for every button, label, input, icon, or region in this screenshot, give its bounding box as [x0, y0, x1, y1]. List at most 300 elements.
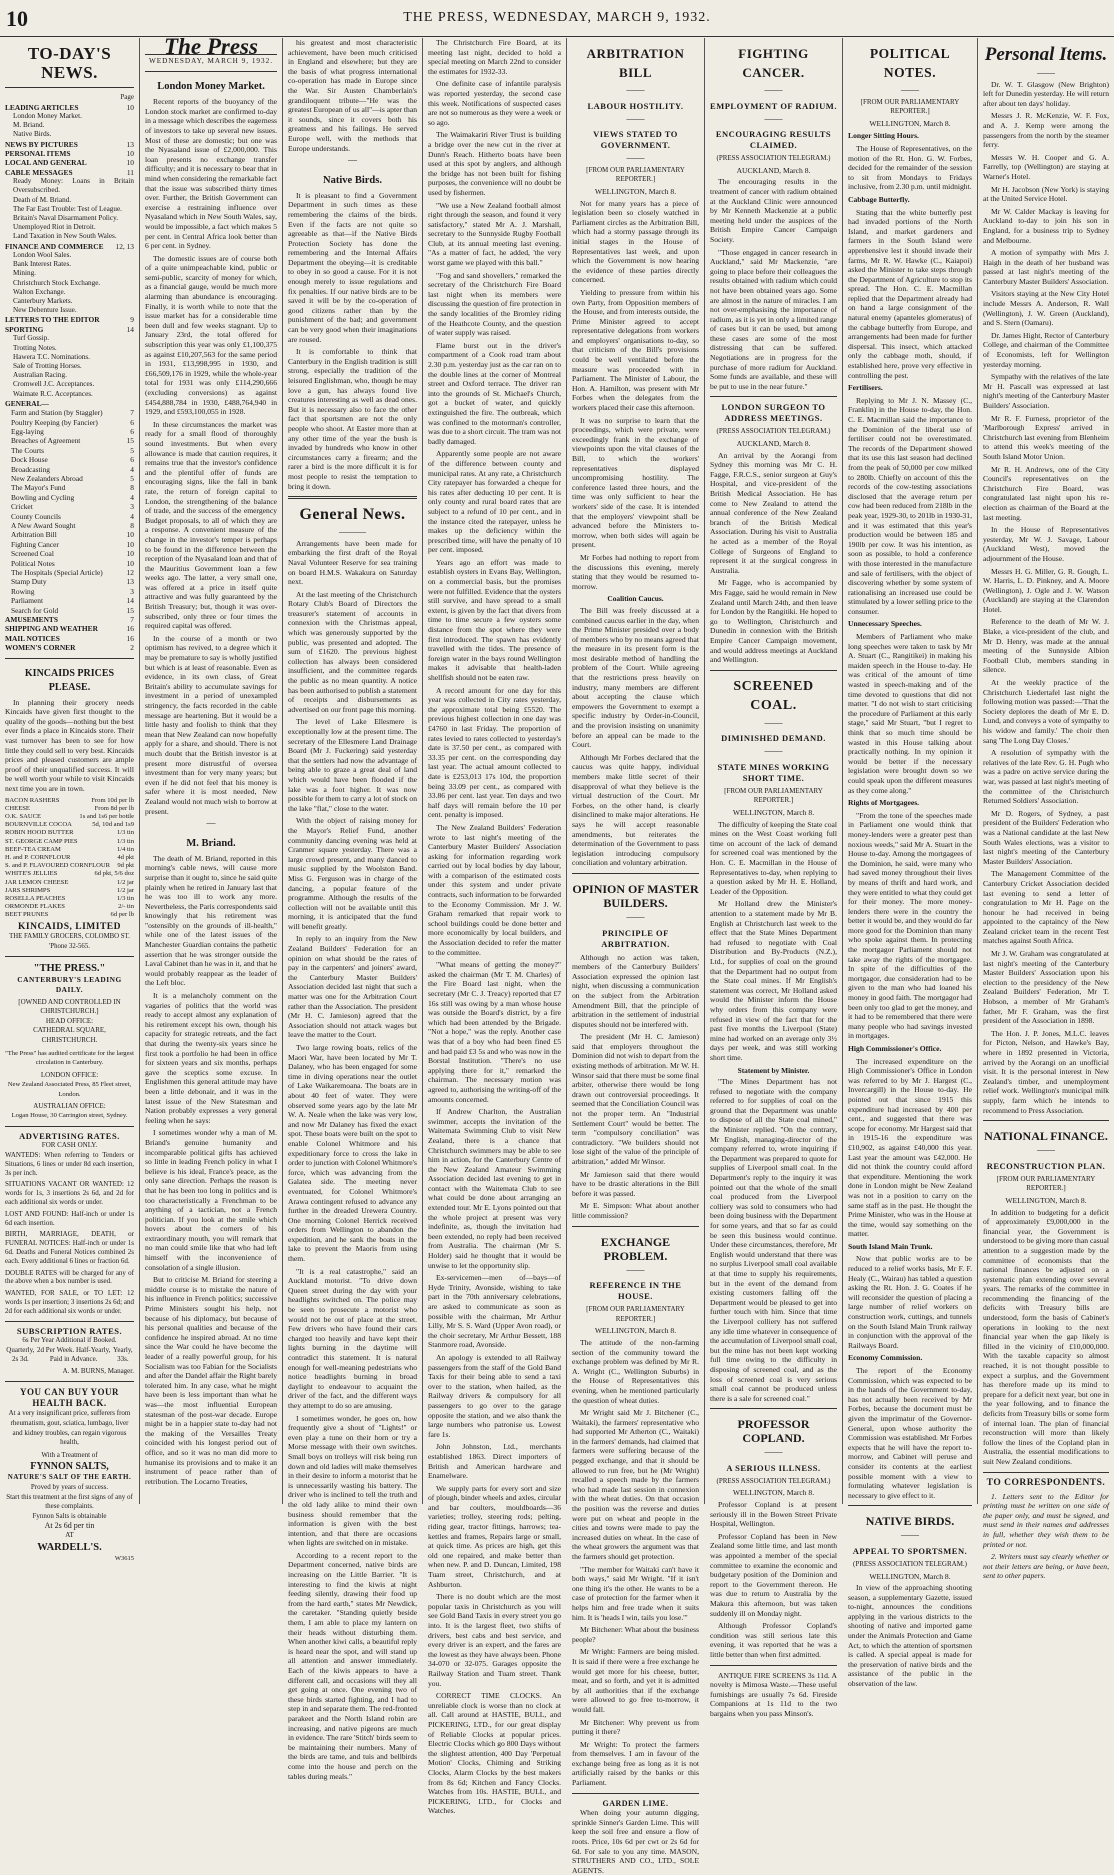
index-general-page: 8	[130, 521, 134, 530]
personal-item: Mr W. Calder Mackay is leaving for Auckland to-day to join his son in England, for a business trip to Sydney and Melbourne.	[983, 206, 1109, 245]
masthead-title: THE PRESS, WEDNESDAY, MARCH 9, 1932.	[403, 10, 711, 25]
rates-lines	[5, 1151, 134, 1316]
index-general-row	[5, 455, 134, 464]
index-row	[5, 634, 134, 643]
rates-line: WANTED, FOR SALE, or TO LET: 12 words 1s per insertion; 3 insertions 2s 6d; and 2d for each additional six words or under.	[5, 1289, 134, 1315]
kincaids-price-item: ROSELLA PEACHES	[5, 895, 66, 903]
kincaids-price-value: 1s and 1s6 per bottle	[79, 813, 134, 821]
native-birds-news-byline: (PRESS ASSOCIATION TELEGRAM.)	[852, 1559, 968, 1568]
column-political-notes: POLITICAL NOTES. —— [FROM OUR PARLIAMENTARY REPORTER.] WELLINGTON, March 8. Longer Sitting Hours. The House of Representatives, on the motion of the Rt. Hon. G. W. Forbes, decided for the remainder of the session to sit from Mondays to Fridays inclusive, from 2.30 p.m. until midnight. Cabbage Butterfly. Stating that the white butterfly pest had invaded portions of the North Island, and market gardeners and farmers in the South Island were apprehensive lest it should invade their farms, Mr R. W. Hawke (C., Kaiapoi) asked the Minister to take steps through the Department of Agriculture to stop its spread. The Hon. C. E. Macmillan replied that the Department already had on hand a large consignment of the natural enemy (apanteles glomeratus) of the cabbage butterfly from Europe, and arrangements had been made for further dispersal. This insect, which attacked only the cabbage moth, should, if established here, prove very effective in controlling the pest. Fertilisers. Replying to Mr J. N. Massey (C., Franklin) in the House to-day, the Hon. C. E. Macmillan said the importance to the Dominion of the liberal use of fertiliser could not be overestimated. The records of the Department showed that its use this last season had declined from the peak of 50,000 per cow milked to 280lb. Chiefly on account of this the records of the cow-testing associations disclosed that the average return per cow had been reduced from 218lb in the peak year, 1929-30, to 201lb in 1930-31, and it was estimated that this year's production would be between 185 and 190lb per cow. It was his intention, as soon as possible, to hold a conference with those interested in the manufacture and sale of fertilisers, with the object of discovering whether by some system of rationalising an increased use could be stimulated by a lower selling price to the consumer. Unnecessary Speeches. Members of Parliament who make long speeches were taken to task by Mr A. Stuart (C., Rangitikei) in making his maiden speech in the House to-day. He was critical of the amount of time wasted in speech-making and of the time devoted to questions that did not matter. "I do not wish to start criticising the procedure of Parliament at this early stage," said Mr Stuart, "but I regret to think that so much time should be wasted in this House talking about practically nothing. In my opinion it would be better if the necessary legislation were brought down so we could speak upon the different measures as they come along." Rights of Mortgagees. "From the tone of the speeches made in Parliament one would think that money-lenders were a greater pest than noxious weeds," said Mr A. Stuart in the House to-day. Among the mortgagees of the Dominion, he said, were many who had saved money throughout their lives by means of thrift and hard work, and they were entitled to what they could get for their money. The more money-lenders there were in the country the better it would be, and they would do far more good for the Dominion than many who spoke against them. In protecting the mortgagor Parliament should not take away the rights of the mortgagee. In spite of the difficulties of the mortgagor, due consideration had to be given to the man who had loaned his money in good faith. The mortgagor had been only too glad to get the money, and it had to be remembered that there were many people who had savings invested in mortgages. High Commissioner's Office. The increased expenditure on the High Commissioner's Office in London was referred to by Mr J. Hargest (C., Invercargill) in the House to-day. He pointed out that since 1915 this expenditure had increased by 400 per cent., and suggested that there was scope for economy. Mr Hargest said that in 1915-16 the expenditure was £10,902, as against £40,000 this year. Last year the amount was £42,000. He did not think the country could afford that expenditure. Mentioning the work done in London might be New Zealand was not in a position to carry on the same staff as in the past. He thought the Prime Minister, who was in the House at the time, would say something on the matter. South Island Main Trunk. Now that public works are to be reduced to a relief works basis, Mr F. F. Healy (C., Wairau) has tabled a question asking the Rt. Hon. J. G. Coates if he will reconsider the question of placing a large number of relief workers on construction work, cuttings, and tunnels on the South Island Main Trunk railway in conjunction with the approval of the Railways Board. Economy Commission. The report of the Economy Commission, which was expected to be in the hands of the Government to-day, has not actually been received by Mr Forbes, because the document must be given the imprimatur of the Governor-General, upon whose authority the Commission was established. Mr Forbes expects that he will have the report to-morrow, and Cabinet will peruse and consider its contents at the earliest possible moment with a view to formulating whatever legislation is necessary to give effect to it. NATIVE BIRDS. —— APPEAL TO SPORTSMEN. (PRESS ASSOCIATION TELEGRAM.) WELLINGTON, March 8. In view of the approaching shooting season, a supplementary Gazette, issued to-night, announces the conditions applying in the various districts to the shooting of native and imported game under the Animals Protection and Game Act, to which the attention of sportsmen is called. A special appeal is made for the preservation of native birds and the assistance of the public in the observation of the law.	[843, 38, 978, 1504]
index-general-row	[5, 483, 134, 492]
correspondents-body	[983, 1492, 1109, 1581]
index-general-page: 10	[126, 530, 134, 540]
kincaids-price-item: BACON RASHERS	[5, 796, 60, 804]
kincaids-price-value: 5d, 10d and 1s9	[92, 821, 134, 829]
kincaids-price-item: CHEESE	[5, 804, 30, 812]
index-general-title: Egg-laying	[11, 426, 44, 436]
news-paragraph: Ex-servicemen—men of—bays—of Hyde Trinity, Avonside, wishing to take part in the 70th anniversary celebrations, are asked to communicate as soon as possible with the chairman, Mr Arthur Lilly, Mr S. S. Ward (Upper Avon road), or the choir secretary, Mr Arthur Bessett, 188 Stanmore road, Avonside.	[428, 1273, 561, 1350]
index-subitem: Mining.	[13, 269, 36, 278]
leader-briand-body	[145, 854, 277, 1487]
kincaids-price-row	[5, 846, 134, 854]
coalition-caucus-heading: Coalition Caucus.	[607, 594, 664, 604]
press-logo	[145, 34, 277, 59]
rates-title: ADVERTISING RATES.	[19, 1130, 120, 1141]
article-paragraph: Mr Jamieson said that there would have to be drastic alterations in the Bill before it was passed.	[572, 1169, 699, 1198]
fynnon-obtain: Fynnon Salts is obtainable	[32, 1511, 107, 1520]
index-row-page: 16	[126, 633, 134, 643]
personal-item: Mr D. Rogers, of Sydney, a past president of the Builders' Federation who was a National candidate at the last New South Wales elections, was a visitor to last night's meeting of the Canterbury Master Builders' Association.	[983, 808, 1109, 866]
advertising-rates	[5, 1132, 134, 1316]
press-box-address: CATHEDRAL SQUARE, CHRISTCHURCH.	[33, 1026, 106, 1045]
pn-rights-mortgagees-heading: Rights of Mortgagees.	[848, 798, 920, 808]
news-paragraph: Two large rowing boats, relics of the Maori War, have been located by Mr T. Dalaney, who has been engaged for some time in diving operations near the outlet of Lake Waikaremoana. The boats are in about 40 feet of water. They were observed some years ago by the late Mr W. A. Neale when the lake was very low, and now Mr Dalaney has fixed the exact spot. These boats were built on the spot to enable Colonel Whitmore and his expeditionary force to cross the lake in order to junction with Colonel Whitmore's force, which was advancing from the Galatea side. The meeting never eventuated, for Colonel Whitmore's Arawa contingent refused to advance any further in the dreaded Urewera Country. One morning Colonel Herrick received orders from Wellington to abandon the expedition, and he sank the boats in the lake to prevent the Maoris from using them.	[288, 1043, 417, 1264]
kincaids-price-item: O.K. SAUCE	[5, 813, 42, 821]
antique-advert: ANTIQUE FIRE SCREENS 3s 11d. A novelty is Mimosa Waste.—These useful furnishings are usually 7s 6d. Fireside Companions at 1s 11d to the two bargains when you pass Minson's.	[710, 1670, 837, 1718]
kincaids-price-list	[5, 797, 134, 920]
fighting-cancer-dateline: AUCKLAND, March 8.	[736, 165, 811, 175]
news-paragraph: John Johnston, Ltd., merchants established 1863. Direct importers of British and American hardware and Enamelware.	[428, 1442, 561, 1481]
index-subitem: Trotting Notes.	[13, 343, 57, 352]
news-paragraph: "We use a New Zealand football almost right through the season, and found it very satisfactory," stated Mr A. J. Marshall, secretary to the Sunnyside Rugby Football Club, at its annual meeting last evening. "As a matter of fact, he added, 'the very worst game we played with this ball."	[428, 200, 561, 268]
leader-london-money-body	[145, 97, 277, 816]
arbitration-dateline: WELLINGTON, March 8.	[594, 186, 677, 196]
index-row-title: WOMEN'S CORNER	[5, 643, 76, 653]
rates-line: WANTEDS: When referring to Tenders or Situations, 6 lines or under 8d each insertion, 3s per inch.	[5, 1150, 134, 1177]
pn-fertilisers-heading: Fertilisers.	[848, 383, 883, 393]
index-row	[5, 325, 134, 334]
index-general-page: 14	[126, 596, 134, 606]
leader-paragraph: It is a melancholy comment on the vagaries of politics that the world was ready to accept almost any explanation of his retirement except his own, though his capacity for strategic retreats, and the fact that during the twenty-six years since he first took a portfolio he had been in office for sixteen years and six months, perhaps gave the sceptics some excuse. In Englishmen this general attitude may have been a little debonair, and it was in the latest issue of the New Statesman and Nation probably expresses a very general feeling when he says:	[145, 991, 277, 1125]
fynnon-start: Start this treatment at the first signs of any of these complaints.	[6, 1492, 133, 1511]
index-subitem: Hawera T.C. Nominations.	[13, 352, 90, 361]
subscription-column-heading: Quarterly,	[6, 1345, 35, 1354]
national-finance-byline: [FROM OUR PARLIAMENTARY REPORTER.]	[996, 1174, 1096, 1193]
subscription-column	[37, 1346, 110, 1365]
news-paragraph: In reply to an inquiry from the New Zealand Builders' Federation for an opinion on what should be the rates of pay in the carpenters' and joiners' award, the Canterbury Master Builders' Association decided last night that such a matter was one for the Arbitration Court rather than the Association. The president (Mr H. C. Jamieson) agreed that the Association should not attack wages but leave the matter to the Court.	[288, 934, 417, 1040]
news-paragraph: We supply parts for every sort and size of plough, binder wheels and axles, circular and bar coulters, mouldboards—36 varieties; trolley, steering rods; pelting, riding gear, tractor fittings, harrows; tea-kettles and frames, Repairs large or small, at quick time. As prices are high, get this old one repaired, and make better than when new. P. and D. Duncan, Limited, 198 Tuam street, Christchurch, and at Ashburton.	[428, 1483, 561, 1589]
article-paragraph: The difficulty of keeping the State coal mines on the West Coast working full time on account of the lack of demand for screened coal was mentioned by the Hon. C. E. Macmillan in the House of Representatives to-day, when replying to a question asked by Mr H. E. Holland, Leader of the Opposition.	[710, 819, 837, 896]
pn-main-trunk-body: Now that public works are to be reduced to a relief works basis, Mr F. F. Healy (C., Wairau) has tabled a question asking the Rt. Hon. J. G. Coates if he will reconsider the question of placing a large number of relief workers on construction work, cuttings, and tunnels on the South Island Main Trunk railway in conjunction with the approval of the Railways Board.	[848, 1254, 972, 1350]
kincaids-price-row	[5, 797, 134, 805]
index-row	[5, 242, 134, 251]
fynnon-shop: WARDELL'S.	[37, 1541, 102, 1553]
leader-paragraph: I sometimes wonder why a man of M. Briand's genuine humanity and incomparable political gifts has achieved so little in leading French policy in what I believe is his ideal, France's peace, as the only sane direction. Perhaps the reason is that he has been too long in politics and is too characteristically a Frenchman to be anything of a tactician, not a French politician. If you look at the smile which hovers about the corners of his extraordinary mouth, you will remark that no man could smile like that who had left himself with the inconvenience of consolation of a single illusion.	[145, 1128, 277, 1272]
index-general-row	[5, 559, 134, 568]
fynnon-price: At 2s 6d per tin	[44, 1521, 95, 1531]
index-general-title: Arbitration Bill	[11, 530, 57, 540]
news-paragraph: CORRECT TIME CLOCKS. An unreliable clock is worse than no clock at all. Call around at HASTIE, BULL, and PICKERING, LTD., for our great display of Reliable Clocks at popular prices. Electric Clocks which go 800 Days without the slightest attention, 400 Day 'Perpetual Motion' Clocks, Chiming and Striking Clocks, Alarm Clocks by the best makers from 8s 6d; Kitchen and Fancy Clocks. Watches from 10s. HASTIE, BULL, and PICKERING, LTD., for Clocks and Watches.	[428, 1691, 561, 1816]
index-subitem: Cromwell J.C. Acceptances.	[13, 380, 95, 389]
leader-paragraph: his greatest and most characteristic achievement, have been much criticised in England and elsewhere; but they are the basis of what progress international co-operation has made in Europe since the War. Sir Austen Chamberlain's grandiloquent tribute—"He was the greatest European of us all"—is apter than it sounds, since it covers both his greatness and his failings. He served Europe well, with the methods that Europe understands.	[288, 38, 417, 153]
professor-copland-byline: (PRESS ASSOCIATION TELEGRAM.)	[716, 1476, 831, 1485]
kincaids-price-item: BOURNVILLE COCOA	[5, 821, 72, 829]
index-row-page: 10	[126, 102, 134, 112]
pn-high-commissioner-body: The increased expenditure on the High Commissioner's Office in London was referred to by Mr J. Hargest (C., Invercargill) in the House to-day. He pointed out that since 1915 this expenditure had increased by 400 per cent., and suggested that there was scope for economy. Mr Hargest said that in 1915-16 the expenditure was £10,902, as against £40,000 this year. Last year the amount was £42,000. He did not think the country could afford that expenditure. Mentioning the work done in London might be New Zealand was not in a position to carry on the same staff as in the past. He thought the Prime Minister, who was in the House at the time, would say something on the matter.	[848, 1056, 972, 1239]
masthead	[0, 0, 1114, 37]
index-general-page: 7	[130, 408, 134, 418]
fynnon-with: With a Treatment of	[41, 1450, 98, 1459]
personal-item: Reference to the death of Mr W. J. Blake, a vice-president of the club, and Mr D. Henry, was made at the annual meeting of the Sunnyside Albion Football Club, members standing in silence.	[983, 617, 1109, 675]
news-paragraph: I sometimes wonder, he goes on, how frequently give a shout of "Lights!" or even play a tune on their horn or try a Morse message with their own switches. Small boys on trolleys will risk being run down and old ladies will make themselves in their desire to inform a motorist that he is unnecessarily wasting his battery. The driver who is inclined to tell the truth and the old lady alike to mind their own business should remember that the information is given with the best intention, and that there are occasions when lights are switched on in mistake.	[288, 1413, 417, 1548]
index-row	[5, 624, 134, 633]
subscription-column-value: 2s 3d.	[11, 1355, 29, 1364]
article-paragraph: An arrival by the Aorangi from Sydney this morning was Mr C. H. Fagge, F.R.C.S., senior surgeon at Guy's Hospital, and vice-president of the British Medical Association. He has come to New Zealand to attend the annual conference of the New Zealand branch of the British Medical Association. During his visit to Australia he acted as a member of the Royal College of Surgeons of England to represent it at the surgical congress in Australia.	[710, 450, 837, 575]
index-row-page: 11	[126, 167, 134, 177]
exchange-problem-title: EXCHANGE PROBLEM.	[600, 1234, 671, 1263]
fynnon-advert	[5, 1387, 134, 1563]
index-general-list	[5, 408, 134, 615]
index-general-row	[5, 540, 134, 549]
index-general-title: Stamp Duty	[11, 577, 47, 587]
index-row-page: 13	[126, 139, 134, 149]
index-general-page: 13	[126, 577, 134, 587]
rates-subtitle: FOR CASH ONLY.	[41, 1141, 98, 1150]
index-list	[5, 103, 134, 409]
index-general-title: Bowling and Cycling	[11, 492, 75, 502]
index-subitem: Land Taxation in New South Wales.	[13, 232, 117, 241]
index-row	[5, 399, 134, 408]
leader-birds-body	[288, 191, 417, 491]
pn-cabbage-butterfly-body: Stating that the white butterfly pest had invaded portions of the North Island, and market gardeners and farmers in the South Island were apprehensive lest it should invade their farms, Mr R. W. Hawke (C., Kaiapoi) asked the Minister to take steps through the Department of Agriculture to stop its spread. The Hon. C. E. Macmillan replied that the Department already had on hand a large consignment of the natural enemy (apanteles glomeratus) of the cabbage butterfly from Europe, and arrangements had been made for further dispersal. This insect, which attacked only the cabbage moth, should, if established here, prove very effective in controlling the pest.	[848, 207, 972, 380]
personal-item: Visitors staying at the New City Hotel include Messrs A. Anderson, R. Wall (Wellington), J. W. Green (Auckland), and S. Stern (Oamaru).	[983, 289, 1109, 328]
personal-items-title: Personal Items.	[984, 44, 1108, 65]
article-paragraph: The encouraging results in the treatment of cancer with radium obtained at the Auckland Clinic were announced by Mr Kenneth Mackenzie at a public meeting held under the auspices of the British Empire Cancer Campaign Society.	[710, 177, 837, 244]
index-general-title: Farm and Station (by Staggler)	[11, 408, 103, 418]
political-notes-byline: [FROM OUR PARLIAMENTARY REPORTER.]	[860, 97, 960, 116]
kincaids-price-row	[5, 870, 134, 878]
pn-unnecessary-speeches-body: Members of Parliament who make long speeches were taken to task by Mr A. Stuart (C., Rangitikei) in making his maiden speech in the House to-day. He was critical of the amount of time wasted in speech-making and of the time devoted to questions that did not matter. "I do not wish to start criticising the procedure of Parliament at this early stage," said Mr Stuart, "but I regret to think that so much time should be wasted in this House talking about practically nothing. In my opinion it would be better if the necessary legislation were brought down so we could speak upon the different measures as they come along."	[848, 632, 972, 795]
index-general-row	[5, 587, 134, 596]
rates-line: SITUATIONS VACANT OR WANTED: 12 words for 1s, 3 insertions 2s 6d, and 2d for each additional six words or under.	[5, 1180, 134, 1206]
leader-paragraph: The domestic issues are of course both of a quite unimpeachable kind, public or semi-public, scarcity of money for which, as a financial gauge, would be much more alarming than abundance is encouraging. Finally, it is worth while to note that the issue market has for a considerable time been dull and few weeks stagnant. Up to January 23rd, the total offered for subscription this year was only £1,100,375 as against £10,207,563 for the same period in 1931, £13,998,995 in 1930, and £66,509,176 in 1929, while the whole-year total for 1931 was only £114,290,666 (excluding conversions) as against £454,888,784 in 1930, £488,764,940 in 1929, and £593,100,055 in 1928.	[145, 253, 277, 417]
index-general-title: Fighting Cancer	[11, 539, 59, 549]
pn-cabbage-butterfly-heading: Cabbage Butterfly.	[848, 194, 910, 204]
kincaids-price-item: WHITE'S JELLIES	[5, 870, 58, 878]
london-surgeon-byline: (PRESS ASSOCIATION TELEGRAM.)	[716, 427, 831, 436]
kincaids-price-item: JARS SHRIMPS	[5, 886, 51, 894]
index-general-page: 6	[130, 417, 134, 427]
news-paragraph: Years ago an effort was made to establish oysters in Evans Bay, Wellington, on a commercial basis, but the promises were not fulfilled. Evidence that the oysters still survive, and have spread to a small extent, is given by the fact that divers from time to time secure a few oysters some distance from the spot where they were first introduced. The spawn has evidently travelled with the tides. The presence of foreign water in the bays round Wellington makes it advisable that health-laden shellfish should not be eaten raw.	[428, 557, 561, 682]
personal-items-body	[983, 80, 1109, 1116]
kincaids-price-item: ORMONDE FLAKES	[5, 903, 65, 911]
index-general-row	[5, 606, 134, 615]
news-paragraph: "What means of getting the money?" asked the chairman (Mr T. M. Charles) of the Fire Board last night, when the secretary (Mr C. J. Treacy) reported that £7 16s still was owing by a man whose house was outside the Board's district, by a fire which had been attended by the Brigade. "Not a hope," was the reply. Another case was that of a boy who had been fined £5 and had paid £3 5s and who was now in the Borstal Institution. "There's no use applying there for it," remarked the chairman. The necessary motion was agreed to, authorising the writing-off of the amounts concerned.	[428, 960, 561, 1104]
news-paragraph: The level of Lake Ellesmere is exceptionally low at the present time. The secretary of the Ellesmere Land Drainage Board (Mr J. Fuckering) said yesterday that the settlers had now the advantage of being able to graze a great deal of land which would have been flooded if the lake was a foot higher. It was now possible for them to carry a lot of stock on the lake "flat," close to the water.	[288, 717, 417, 813]
exchange-byline: [FROM OUR PARLIAMENTARY REPORTER.]	[586, 1305, 685, 1323]
kincaids-price-row	[5, 821, 134, 829]
index-general-title: Rowing	[11, 586, 35, 596]
press-box-owned: [OWNED AND CONTROLLED IN CHRISTCHURCH.]	[18, 997, 121, 1016]
index-row-title: MAIL NOTICES	[5, 633, 60, 643]
index-row	[5, 615, 134, 624]
subscription-column	[6, 1346, 34, 1365]
national-finance-subtitle: RECONSTRUCTION PLAN.	[986, 1160, 1106, 1171]
news-paragraph: According to a recent report to the Department concerned, native birds are increasing on the Little Barrier. "It is interesting to find the kiwis at night feeding silently, drawing their food up from the hard earth," states Mr Newdick, the caretaker. "Standing quietly beside them, I am able to place my lantern on their heads without disturbing them. When another kiwi calls, a beautiful reply is heard near the spot, and will stand up all attention and answer immediately. Each of the kiwis appears to have a different call, and occasions will they all get going at once. One evening two of these birds started fighting, and I had to step in and separate them. The red-fronted parakeet and the North Island robin are increasing, and native pigeons are much in evidence. The rare 'Stitch' birds seem to be maintaining their numbers. Many of the birds are tame, and tuis and bellbirds come into the house and perch on the tables during meals."	[288, 1550, 417, 1781]
index-subitem: Sale of Trotting Horses.	[13, 361, 82, 370]
article-paragraph: Mr Wright: To protect the farmers from themselves. I am in favour of the exchange being free as long as it is not artificially raised by the banks or this Parliament.	[572, 1739, 699, 1788]
subscription-rates	[5, 1327, 134, 1377]
kincaids-company: KINCAIDS, LIMITED	[18, 921, 121, 932]
index-row-title: GENERAL—	[5, 398, 49, 408]
article-paragraph: Not for many years has a piece of legislation been so closely watched in Parliament circles as the Arbitration Bill, which had a stormy passage through its initial stages in the House of Representatives last week, and upon which the Government is now hearing the evidence of these parties directly concerned.	[572, 198, 699, 285]
garden-lime-body: When doing your autumn digging, sprinkle Sinner's Garden Lime. This will keep the soil free and ensure a flow of roots. Price, 10s 6d per cwt or 2s 6d for 6d. For sale to you any time. MASON, STRUTHERS AND CO., LTD., SOLE AGENTS.	[572, 1808, 699, 1875]
screened-coal-byline: [FROM OUR PARLIAMENTARY REPORTER.]	[724, 786, 823, 805]
fighting-cancer-subtitle-2: ENCOURAGING RESULTS CLAIMED.	[715, 129, 832, 151]
kincaids-body: In planning their grocery needs Kincaids have given first thought to the quality of the goods—nothing but the best ever finds a place in Kincaids store. Their vast turnover has been to see for how little they could sell to very best. Kincaids prices and pleased customers are ample proof of their unqualified success. It will be well worth your while to visit Kincaids next time you are in town.	[5, 697, 134, 794]
index-row	[5, 315, 134, 324]
press-box-australia-heading: AUSTRALIAN OFFICE:	[33, 1101, 106, 1110]
fighting-cancer-title: FIGHTING CANCER.	[738, 46, 809, 80]
native-birds-news-title: NATIVE BIRDS.	[865, 1514, 955, 1529]
personal-item: The Management Committee of the Canterbury Cricket Association decided last evening to send a letter of congratulation to Mr H. Page on the honour he had received in being appointed to the captaincy of the New Zealand cricket team in the recent Test matches against South Africa.	[983, 869, 1109, 946]
column-native-birds-general: his greatest and most characteristic achievement, have been much criticised in England and elsewhere; but they are the basis of what progress international co-operation has made in Europe since the War. Sir Austen Chamberlain's grandiloquent tribute—"He was the greatest European of us all"—is apter than it sounds, since it covers both his greatness and his failings. He served Europe well, with the methods that Europe understands. — Native Birds. It is pleasant to find a Government Department in such times as these remembering the claims of the birds. Even if the facts are not quite so agreeable as that—if the Native Birds Protection Society has done the remembering and the Internal Affairs Department the obeying—it is creditable to obey in so good a cause. For it is not enough merely to issue regulations and fix penalties. If our native birds are to be saved it will be by the co-operation of good citizens rather than by the punishment of the bad; and government can be very good when their imaginations are roused. It is comfortable to think that Canterbury in the English tradition is still strong, especially the tradition of the leisured Englishman, who, though he may love a gun, has always found live creatures interesting as well as dead ones. But it is necessary also to face the other fact that sportsmen are not the only people who shoot. At Easter more than at any other time of the year the bush is invaded by hundreds who know in other circumstances carry a firearm; and the rarer a bird is the more difficult it is for most people to resist the temptation to bring it down. General News. ——— Arrangements have been made for embarking the first draft of the Royal Naval Volunteer Reserve for sea training on board H.M.S. Wakakura on Saturday next. At the last meeting of the Christchurch Rotary Club's Board of Directors the treasurer's statement of accounts in connexion with the Christmas appeal, which was generously supported by the public, was presented and adopted. The sum of £1620. The previous highest collection has always been considered insufficient, and the committee regards the public as no mean quantity. A notice has been authorised to publish a statement of receipts and disbursements as advertised on our front page this morning. The level of Lake Ellesmere is exceptionally low at the present time. The secretary of the Ellesmere Land Drainage Board (Mr J. Fuckering) said yesterday that the settlers had now the advantage of being able to graze a great deal of land which would have been flooded if the lake was a foot higher. It was now possible for them to carry a lot of stock on the lake "flat," close to the water. With the object of raising money for the Mayor's Relief Fund, another community dancing evening was held at Cranmer square yesterday. There was a large crowd present, and many danced to music supplied by the Woolston Band. Miss G. Ferguson was in charge of the dancing, a popular feature of the programme. Although the results of the collection will not be available until this morning, it is anticipated that the fund will benefit greatly. In reply to an inquiry from the New Zealand Builders' Federation for an opinion on what should be the rates of pay in the carpenters' and joiners' award, the Canterbury Master Builders' Association decided last night that such a matter was one for the Arbitration Court rather than the Association. The president (Mr H. C. Jamieson) agreed that the Association should not attack wages but leave the matter to the Court. Two large rowing boats, relics of the Maori War, have been located by Mr T. Dalaney, who has been engaged for some time in diving operations near the outlet of Lake Waikaremoana. The boats are in about 40 feet of water. They were observed some years ago by the late Mr W. A. Neale when the lake was very low, and now Mr Dalaney has fixed the exact spot. These boats were built on the spot to enable Colonel Whitmore and his expeditionary force to cross the lake in order to junction with Colonel Whitmore's force, which was advancing from the Galatea side. The meeting never eventuated, for Colonel Whitmore's Arawa contingent refused to advance any further in the dreaded Urewera Country. One morning Colonel Herrick received orders from Wellington to abandon the expedition, and he sank the boats in the lake to prevent the Maoris from using them. "It is a real catastrophe," said an Auckland motorist. "To drive down Queen street during the day with your headlights switched on. The police may be seen to prosecute a motorist who would not be out of place at the street. Few drivers who have found their cars charged too heavily and have kept their lights burning in the daytime will contradict this statement. It is natural enough for well-meaning pedestrians who notice headlights burning in broad daylight to endeavour to acquaint the driver of the fact, and the different ways they attempt to do so are amusing. I sometimes wonder, he goes on, how frequently give a shout of "Lights!" or even play a tune on their horn or try a Morse message with their own switches. Small boys on trolleys will risk being run down and old ladies will make themselves in their desire to inform a motorist that he is unnecessarily wasting his battery. The driver who is inclined to tell the truth and the old lady alike to mind their own business should remember that the information is given with the best intention, and that there are occasions when lights are switched on in mistake. According to a recent report to the Department concerned, native birds are increasing on the Little Barrier. "It is interesting to find the kiwis at night feeding silently, drawing their food up from the hard earth," states Mr Newdick, the caretaker. "Standing quietly beside them, I am able to place my lantern on their heads without disturbing them. When another kiwi calls, a beautiful reply is heard near the spot, and will stand up all attention and answer immediately. Each of the kiwis appears to have a different call, and occasions will they all get going at once. One evening two of these birds started fighting, and I had to step in and separate them. The red-fronted parakeet and the North Island robin are increasing, and native pigeons are much in evidence. The rare 'Stitch' birds seem to be maintaining their numbers. Many of the birds are tame, and tuis and bellbirds come into the house and perch on the tables during meals."	[283, 38, 423, 1504]
article-paragraph: "Those engaged in cancer research in Auckland," said Mr Mackenzie, "are going to place before their colleagues the results obtained with radium which could not have been obtained years ago. Some are almost in the nature of miracles. I am not over-emphasising the importance of radium, as it is yet in only a limited range of cases but it can be used, but among these cases are some of the most distressing that can be suffered. Negotiations are in progress for the purchase of more radium for Auckland. Some funds are available, and these will be put to use in the near future."	[710, 247, 837, 391]
press-box-australia: Logan House, 30 Carrington street, Sydney.	[11, 1112, 128, 1120]
article-paragraph: The attitude of the non-farming section of the community toward the exchange problem was defined by Mr R. A. Wright (C., Wellington Suburbs) in the House of Representatives this evening, when he mentioned particularly the question of wheat duties.	[572, 1337, 699, 1405]
index-row	[5, 643, 134, 652]
article-paragraph: Although Professor Copland's condition was still serious late this evening, it was reported that he was a little better than when first admitted.	[710, 1621, 837, 1659]
index-subitem: Unemployed Riot in Detroit.	[13, 223, 96, 232]
personal-item: In the House of Representatives yesterday, Mr W. J. Savage, Labour (Auckland West), moved the adjournment of the House.	[983, 525, 1109, 563]
column-local-news	[423, 38, 567, 1816]
index-general-page: 3	[130, 502, 134, 512]
personal-item: A motion of sympathy with Mrs J. Haigh in the death of her husband was passed at last night's meeting of the Canterbury Master Builders' Association.	[983, 248, 1109, 286]
index-row-page: 10	[126, 158, 134, 168]
index-general-row	[5, 521, 134, 530]
arbitration-title: ARBITRATION BILL	[586, 46, 685, 80]
index-general-page: 10	[126, 539, 134, 549]
news-paragraph: At the last meeting of the Christchurch Rotary Club's Board of Directors the treasurer's statement of accounts in connexion with the Christmas appeal, which was generously supported by the public, was presented and adopted. The sum of £1620. The previous highest collection has always been considered insufficient, and the committee regards the public as no mean quantity. A notice has been authorised to publish a statement of receipts and disbursements as advertised on our front page this morning.	[288, 589, 417, 714]
index-subitem: Ready Money: Loans in Britain Oversubscribed.	[13, 177, 134, 195]
kincaids-price-item: H. and P. CORNFLOUR	[5, 854, 71, 862]
article-paragraph: Mr E. Simpson: What about another little commission?	[572, 1201, 699, 1220]
native-birds-news-body: In view of the approaching shooting season, a supplementary Gazette, issued to-night, announces the conditions applying in the various districts to the shooting of native and imported game under the Animals Protection and Game Act, to which the attention of sportsmen is called. A special appeal is made for the preservation of native birds and the assistance of the public in the observation of the law.	[848, 1583, 972, 1689]
index-general-page: 10	[126, 549, 134, 559]
arbitration-subtitle-2: VIEWS STATED TO GOVERNMENT.	[593, 129, 678, 151]
kincaids-price-value: From 8d per lb	[94, 804, 134, 812]
kincaids-price-row	[5, 805, 134, 813]
pn-economy-commission-heading: Economy Commission.	[848, 1353, 923, 1363]
correspondents-title: TO CORRESPONDENTS.	[986, 1477, 1106, 1488]
news-paragraph: One definite case of infantile paralysis was reported yesterday, the second case this week. Notifications of suspected cases are not so numerous as they were a week or so ago.	[428, 79, 561, 127]
index-general-row	[5, 446, 134, 455]
press-logo-text: The Press	[164, 34, 258, 59]
index-general-page: 15	[126, 605, 134, 615]
article-paragraph: Mr Fagge, who is accompanied by Mrs Fagge, said he would remain in New Zealand until March 24th, and then leave for London by the Rangitiki. He hoped to go to Wellington, Christchurch and Dunedin in connexion with the British Empire Cancer Campaign movement, and would address meetings at Auckland and Wellington.	[710, 578, 837, 665]
index-general-row	[5, 530, 134, 539]
personal-item: Messrs W. H. Cooper and G. A. Farrelly, top (Wellington) are staying at Warner's Hotel.	[983, 152, 1109, 181]
index-general-row	[5, 577, 134, 586]
index-tail-list	[5, 615, 134, 653]
kincaids-price-item: BEEF-TEA CREAM	[5, 845, 61, 853]
national-finance-body	[983, 1208, 1109, 1467]
personal-item: Mr R. H. Andrews, one of the City Council's representatives on the Christchurch Fire Board, was congratulated last night upon his re-election as chairman of the Board at the last meeting.	[983, 464, 1109, 522]
news-paragraph: The Christchurch Fire Board, at its meeting last night, decided to hold a special meeting on March 22nd to consider the estimates for 1932-33.	[428, 38, 561, 76]
column-leaders: The Press WEDNESDAY, MARCH 9, 1932. London Money Market. Recent reports of the buoyancy of the London stock market are confirmed to-day in a message which describes the eagerness of investors to take up several new issues. Most of these are domestic; but one was the Nyasaland issue of £2,000,000. This loan presents no exchange transfer difficulty; and it is necessary to bear that in mind when considering the remarkable fact that the issue was subscribed thirty times over. Further, the British Government can exercise a restraining influence over Nyasaland which in New South Wales, say, would be impossible, a fact which makes 5 per cent. in Central Africa look better than 6 per cent. in Sydney. The domestic issues are of course both of a quite unimpeachable kind, public or semi-public, scarcity of money for which, as a financial gauge, would be much more alarming than abundance is encouraging. Finally, it is worth while to note that the issue market has for a considerable time been dull and few weeks stagnant. Up to January 23rd, the total offered for subscription this year was only £1,100,375 as against £10,207,563 for the same period in 1931, £13,998,995 in 1930, and £66,509,176 in 1929, while the whole-year total for 1931 was only £114,290,666 (excluding conversions) as against £454,888,784 in 1930, £488,764,940 in 1929, and £593,100,055 in 1928. In these circumstances the market was ready for a small flood of thoroughly sound investments. But when every allowance is made that caution requires, it remains true that the investor's confidence and the plentiful offer of funds are encouraging signs, like the fall in bank rate, the return of foreign capital to London, the strengthening of the balance of trade, and the success of the emergency Budget proposals, to all of which they are a response. A convenient measure of the change in the investor's temper is perhaps to be found in the difference between the reception of the Nyasaland loan and that of the Mauritius Government loan a few weeks ago. The latter, a very small one, was offered at a price in itself quite attractive and was fully guaranteed by the British Treasury; but, though it was over-subscribed, only three or four times the required capital was offered. In the course of a month or two optimism has revived, to a degree which it may be premature to say is wholly justified but which is at least of reasonable. Even as evidence, in its own class, of Great Britain's ability to accumulate savings for investment in a period of unexampled stringency, the facts recorded in the cable message are heartening. But it would be a little hasty and foolish to think that they mean that New Zealand can now hopefully apply for a share, and should. There is not much doubt that the British investor is at present more distrustful of oversea investment than for very many years; but even if he did not feel that his money is safer where it is most needed, New Zealand would not much wish to borrow at present. — M. Briand. The death of M. Briand, reported in this morning's cable news, will cause more surprise than it ought to, since he said quite plainly when he retired in January last that he was too ill to work any more. Nevertheless, the Paris correspondents said knowingly that his retirement was "ostensibly on the grounds of ill-health," while one of the latest issues of the Manchester Guardian contains the pathetic assertion that he was stronger outside the Laval Cabinet than he was in it, and that he would probably reappear as the leader of the Left bloc. It is a melancholy comment on the vagaries of politics that the world was ready to accept almost any explanation of his retirement except his own, though his capacity for strategic retreats, and the fact that during the twenty-six years since he first took a portfolio he had been in office for sixteen years and six months, perhaps gave the sceptics some excuse. In Englishmen this general attitude may have been a little debonair, and it was in the latest issue of the New Statesman and Nation probably expresses a very general feeling when he says: I sometimes wonder why a man of M. Briand's genuine humanity and incomparable political gifts has achieved so little in leading French policy in what I believe is his ideal, France's peace, as the only sane direction. Perhaps the reason is that he has been too long in politics and is too characteristically a Frenchman to be anything of a tactician, not a French politician. If you look at the smile which hovers about the corners of his extraordinary mouth, you will remark that no man could smile like that who had left himself with the inconvenience of consolation of a single illusion. But to criticise M. Briand for steering a middle course is to mistake the nature of his influence in French politics; successive Prime Ministers sought his help, not because of his diplomacy, but because of his personal qualities and because of the confidence he inspired abroad. At no time since the War could he have become the leader of a really powerful group, for his Socialism was too Fabian for the Socialists and after the Dandel affair the Right barely tolerated him. In any case, what he might have been is less important than what he was—the most influential European statesman of the post-war decade. Europe might be in a happier state to-day had not the making of the Versailles Treaty coincided with his longest period out of office, and so it was no man did more to humanise its provisions and to make it an instrument of peace rather than of retribution. The Locarno Treaties,	[140, 38, 283, 1504]
kincaids-price-value: 6d per lb	[110, 911, 134, 919]
index-row-title: SPORTING	[5, 324, 44, 334]
kincaids-price-row	[5, 813, 134, 821]
article-paragraph: The president (Mr H. C. Jamieson) said that employers throughout the Dominion did not wish to depart from the existing methods of arbitration. Mr W. H. Winsor said that there must be some final arbiter, otherwise there would be long drawn out controversial proceedings. It seemed that the Conciliation Council was not the proper term. An "Industrial Settlement Court" would be better. The term "compulsory conciliation" was contradictory. "We builders should not lose sight of the value of the principle of arbitration," added Mr Winsor.	[572, 1032, 699, 1166]
personal-item: At the weekly practice of the Christchurch Liedertafel last night the following motion was passed:—'That the Society deplores the death of Mr E. D. Lund, and conveys a vote of sympathy to his widow and family.' The choir then sang 'The Long Day Closes.'	[983, 678, 1109, 745]
kincaids-price-value: 1/2 jar	[116, 878, 134, 886]
index-general-row	[5, 596, 134, 605]
exchange-problem-body	[572, 1338, 699, 1788]
fynnon-brand: FYNNON SALTS,	[30, 1461, 109, 1473]
news-paragraph: If Andrew Charlton, the Australian swimmer, accepts the invitation of the Waitemata Swimming Club to visit New Zealand, there is a chance that Christchurch swimmers may be able to see him in action, for the Canterbury Centre of the New Zealand Amateur Swimming Association decided last evening to get in contact with the Waitemata Club to see what could be done about arranging an extended tour. Mr E. Lyons pointed out that the whole project at present was very indefinite, as, though the invitation had been extended, no reply had been received from Australia. The chairman (Mr S. Holder) said he thought that it would be unwise to let the opportunity slip.	[428, 1107, 561, 1270]
kincaids-price-item: BEET PRUNES	[5, 911, 49, 919]
index-general-row	[5, 465, 134, 474]
index-subitem: The Far East Trouble: Test of League.	[13, 204, 122, 213]
article-paragraph: It was no surprise to learn that the proceedings, which were private, were exceedingly frank in the exchange of viewpoints upon the vital clauses of the Bill, to which the workers' representatives displayed uncompromising hostility. The conference lasted three hours, and the time was only sufficient to hear the workers' side of the case. It is intended that the employers' viewpoint shall be advanced before the Ministers to-morrow, when both sides will again be present.	[572, 415, 699, 550]
kincaids-price-value: 1/4 tin	[116, 845, 134, 853]
article-paragraph: Professor Copland has been in New Zealand some little time, and last month was appointed a member of the special committee to examine the economic and budgetary position of the Dominion and report to the Government thereon. He was due to return to Australia by the Makura this afternoon, but was taken suddenly ill on Monday night.	[710, 1531, 837, 1618]
subscription-subtitle: 6s Per Year Additional if Booked.	[22, 1336, 117, 1345]
pn-longer-sitting-heading: Longer Sitting Hours.	[848, 131, 919, 141]
index-general-page: 4	[130, 492, 134, 502]
index-subitem: Bank Interest Rates.	[13, 260, 72, 269]
kincaids-price-row	[5, 895, 134, 903]
personal-item: Mr H. Jacobson (New York) is staying at the United Service Hotel.	[983, 184, 1109, 204]
arbitration-body	[572, 199, 699, 592]
leader-paragraph: It is comfortable to think that Canterbury in the English tradition is still strong, especially the tradition of the leisured Englishman, who, though he may love a gun, has always found live creatures interesting as well as dead ones. But it is necessary also to face the other fact that sportsmen are not the only people who shoot. At Easter more than at any other time of the year the bush is invaded by hundreds who know in other circumstances carry a firearm; and the rarer a bird is the more difficult it is for most people to resist the temptation to bring it down.	[288, 347, 417, 491]
column-index	[0, 38, 140, 1562]
screened-coal-body	[710, 820, 837, 1063]
national-finance-dateline: WELLINGTON, March 8.	[1005, 1195, 1087, 1205]
leader-birds-title: Native Birds.	[323, 174, 382, 186]
rates-line: BIRTH, MARRIAGE, DEATH, or FUNERAL NOTICES: Half-inch or under 1s 6d. Deaths and Funeral Notices combined 2s each. Every additional 6 lines or fraction 6d.	[5, 1230, 134, 1265]
fighting-cancer-byline: (PRESS ASSOCIATION TELEGRAM.)	[716, 154, 831, 163]
index-subitem: London Money Market.	[13, 112, 82, 120]
statement-minister-body	[710, 1077, 837, 1403]
press-box-head-office: HEAD OFFICE:	[45, 1016, 94, 1025]
index-row-title: PERSONAL ITEMS	[5, 149, 71, 159]
fynnon-at: AT	[65, 1531, 74, 1539]
index-subitem: M. Briand.	[13, 121, 45, 130]
kincaids-price-value: 4d pkt	[117, 854, 134, 862]
london-surgeon-title: LONDON SURGEON TO ADDRESS MEETINGS.	[721, 402, 826, 424]
fighting-cancer-subtitle: EMPLOYMENT OF RADIUM.	[710, 100, 837, 111]
article-paragraph: Mr Bitchener: What about the business people?	[572, 1625, 699, 1644]
exchange-dateline: WELLINGTON, March 8.	[594, 1326, 677, 1336]
index-subitem: Britain's Naval Disarmament Policy.	[13, 214, 119, 223]
personal-item: Mr J. W. Graham was congratulated at last night's meeting of the Canterbury Master Builders' Association upon his election to the presidency of the New Zealand Builders' Federation, Mr T. Hobson, a member of Mr Graham's father, Mr F. Graham, was the first president of the Association in 1898.	[983, 949, 1109, 1026]
index-row-page: 16	[126, 624, 134, 634]
fighting-cancer-body	[710, 177, 837, 391]
kincaids-price-item: ST. GEORGE CAMP PIES	[5, 837, 78, 845]
kincaids-price-value: 1/3 tin	[116, 837, 134, 845]
index-row-title: LOCAL AND GENERAL	[5, 158, 87, 168]
kincaids-price-row	[5, 829, 134, 837]
index-general-page: 15	[126, 436, 134, 446]
index-general-page: 4	[130, 464, 134, 474]
news-paragraph: A record amount for one day for this year was collected in City rates yesterday, the approximate total being £5520. The previous highest collection in one day was £4760 in last Friday. The proportion of rates levied to rates collected to yesterday's date is 37.50 per cent., as compared with 33.35 per cent. on the corresponding day last year. The actual amount collected to date is £253,013 17s 10d, the proportion being 33.09 per cent., as compared with 33.86 per cent. last year. Ten days and two half days will remain before the 10 per cent. penalty is imposed.	[428, 685, 561, 820]
index-general-title: The Mayor's Fund	[11, 483, 66, 493]
article-paragraph: Mr Bitchener: Why prevent us from putting it there?	[572, 1717, 699, 1737]
index-subitem: New Debenture Issue.	[13, 306, 77, 315]
index-row-title: AMUSEMENTS	[5, 615, 58, 625]
personal-item: Mr R. F. Furness, proprietor of the 'Marlborough Express' arrived in Christchurch last evening from Blenheim to attend this week's meeting of the South Island Motor Union.	[983, 413, 1109, 461]
kincaids-address: THE FAMILY GROCERS, COLOMBO ST. 'Phone 32-565.	[9, 933, 130, 950]
index-general-title: Search for Gold	[11, 605, 59, 615]
index-general-title: Screened Coal	[11, 549, 54, 559]
press-box-circulation: "The Press" has audited certificate for the largest circulation in Canterbury.	[5, 1049, 134, 1067]
index-row-page: 12, 13	[115, 241, 134, 251]
press-box-subtitle: CANTERBURY'S LEADING DAILY.	[17, 975, 122, 995]
screened-coal-title: SCREENED COAL.	[733, 678, 814, 713]
native-birds-news-subtitle: APPEAL TO SPORTSMEN.	[852, 1545, 968, 1556]
index-subitem: Australian Racing.	[13, 371, 67, 380]
article-paragraph: The Bill was freely discussed at a combined caucus earlier in the day, when the Prime Minister presided over a body of members who by no means agreed that the measure in its present form is the most desirable method of handling the problem of the Court. While agreeing that the restrictions press heavily on industry, many members are different about accepting the clause which empowers the Government to exempt a specific industry by Order-in-Council, and the provision insisting on unanimity before an appeal can be made to the Court.	[572, 605, 699, 750]
kincaids-price-value: 1/3 tin	[116, 829, 134, 837]
fynnon-slogan: NATURE'S SALT OF THE EARTH.	[7, 1473, 132, 1482]
news-paragraph: Flame burst out in the driver's compartment of a Cook road tram about 2.30 p.m. yesterday just as the car ran on to the double lines at the corner of Montreal street and Oxford terrace. The driver ran into the grounds of St. Michael's Church, got a bucket of water, and quickly extinguished the fire. The outbreak, which was confined to the motorman's controller, was due to a short circuit. The tram was not badly damaged.	[428, 340, 561, 446]
personal-item: Sympathy with the relatives of the late Mr H. Pascall was expressed at last night's meeting of the Canterbury Master Builders' Association.	[983, 372, 1109, 410]
index-subitem: London Wool Sales.	[13, 251, 72, 260]
fynnon-code: W3615	[114, 1554, 134, 1562]
kincaids-price-row	[5, 862, 134, 870]
article-paragraph: Mr Holland drew the Minister's attention to a statement made by Mr B. English at Christchurch last week to the effect that the State Mines Department had refused to negotiate with Coal Distribution and By-Products (N.Z.), Ltd., for supplies of coal on the ground that the Department had no output from the State coal mines. If Mr English's statement was correct, Mr Holland asked would the Minister inform the House why orders from this company were refused in view of the fact that for the past five months the Liverpool (State) mine had worked on an average only 3½ days per week, and was still working short time.	[710, 899, 837, 1062]
garden-lime-title: GARDEN LIME.	[602, 1798, 669, 1808]
index-general-row	[5, 512, 134, 521]
article-paragraph: Mr Wright: Farmers are being misled. It is said if there were a free exchange he would get more for his cheese, butter, meat, and so forth, and yet it is admitted by all authorities that if the exchange were allowed to go free to-morrow, it would fall.	[572, 1647, 699, 1714]
pn-longer-sitting-body: The House of Representatives, on the motion of the Rt. Hon. G. W. Forbes, decided for the remainder of the session to sit from Mondays to Fridays inclusive, from 2.30 p.m. until midnight.	[848, 143, 972, 192]
index-general-page: 10	[126, 558, 134, 568]
index-title: TO-DAY'S NEWS.	[27, 44, 112, 82]
coalition-caucus-body	[572, 606, 699, 868]
index-general-row	[5, 474, 134, 483]
exchange-problem-subtitle: REFERENCE IN THE HOUSE.	[589, 1280, 682, 1302]
leader-london-money-title: London Money Market.	[157, 81, 265, 93]
index-row	[5, 168, 134, 177]
pn-fertilisers-body: Replying to Mr J. N. Massey (C., Franklin) in the House to-day, the Hon. C. E. Macmillan said the importance to the Dominion of the liberal use of fertiliser could not be overestimated. The records of the Department showed that its use this last season had declined from the peak of 50,000 per cow milked to 280lb. Chiefly on account of this the records of the cow-testing associations disclosed that the average return per cow had been reduced from 218lb in the peak year, 1929-30, to 201lb in 1930-31, and it was estimated that this year's production would be between 185 and 190lb per cow. It was his intention, as soon as possible, to hold a conference with those interested in the manufacture and sale of fertilisers, with the object of discovering whether by some system of rationalising an increased use could be stimulated by a lower selling price to the consumer.	[848, 395, 972, 616]
kincaids-price-value: 1/2 jar	[116, 886, 134, 894]
index-row-title: LETTERS TO THE EDITOR	[5, 315, 100, 325]
statement-minister-heading: Statement by Minister.	[737, 1065, 810, 1075]
news-paragraph: An apology is extended to all Railway passengers from the staff of the Gold Band Taxis for their being able to send a taxi over to the station, when hailed, as the Railway drivers & compulsory for all passengers to go over to the garage opposite the station, and we also thank the large numbers who patronise us. Lowest fare 1s.	[428, 1352, 561, 1439]
news-paragraph: "Fog and sand shovellers," remarked the secretary of the Christchurch Fire Board last night when its members were discussing the question of fire protection in the sandy localities of the Bromley riding of the Heathcote County, and the question of water supply was raised.	[428, 270, 561, 338]
article-paragraph: Although Mr Forbes declared that the caucus was quite happy, individual members make little secret of their disapproval of what they believe is the virtual destruction of the Court. Mr Forbes, on the other hand, is clearly disinclined to make major alterations. He says he will accept reasonable amendments, but reiterates the determination of the Government to pass legislation introducing compulsory conciliation and voluntary arbitration.	[572, 752, 699, 868]
professor-copland-dateline: WELLINGTON, March 8.	[732, 1488, 815, 1498]
index-row-title: SHIPPING AND WEATHER	[5, 624, 98, 634]
index-row-page: 10	[126, 149, 134, 159]
index-row-page: 2	[130, 643, 134, 653]
subscription-manager: A. M. BURNS, Manager.	[62, 1366, 134, 1375]
index-subitem: Walton Exchange.	[13, 287, 66, 296]
pn-rights-mortgagees-body: "From the tone of the speeches made in Parliament one would think that money-lenders were a greater pest than noxious weeds," said Mr A. Stuart in the House to-day. Among the mortgagees of the Dominion, he said, were many who had saved money throughout their lives by means of thrift and hard work, and they were entitled to what they could get for their money. The more money-lenders there were in the country the better it would be, and they would do far more good for the Dominion than many who spoke against them. In protecting the mortgagor Parliament should not take away the rights of the mortgagee. In spite of the difficulties of the mortgagor, due consideration had to be given to the man who had loaned his money in good faith. The mortgagor had been only too glad to get the money, and it had to be remembered that there were many people who had savings invested in mortgages.	[848, 810, 972, 1041]
national-finance-title: NATIONAL FINANCE.	[984, 1129, 1108, 1144]
fynnon-body: At a very insignificant price, sufferers from rheumatism, gout, sciatica, lumbago, liver and kidney troubles, can regain vigorous health,	[8, 1409, 131, 1447]
index-general-page: 5	[130, 473, 134, 483]
index-general-title: Breaches of Agreement	[11, 436, 81, 446]
column-arbitration: ARBITRATION BILL —— LABOUR HOSTILITY. —— VIEWS STATED TO GOVERNMENT. —— [FROM OUR PARLIAMENTARY REPORTER.] WELLINGTON, March 8. Not for many years has a piece of legislation been so closely watched in Parliament circles as the Arbitration Bill, which had a stormy passage through its initial stages in the House of Representatives last week, and upon which the Government is now hearing the evidence of these parties directly concerned. Yielding to pressure from within his own Party, from Opposition members of the House, and from interests outside, the Prime Minister agreed to accept representative delegations from workers and employers' organisations to-day, so that criticism of the Bill's provisions could be well ventilated before the measure was proceeded with in Parliament. The Minister of Labour, the Hon. A. Hamilton, was present with Mr Forbes when the delegates from the workers placed their case this afternoon. It was no surprise to learn that the proceedings, which were private, were exceedingly frank in the exchange of viewpoints upon the vital clauses of the Bill, to which the workers' representatives displayed uncompromising hostility. The conference lasted three hours, and the time was only sufficient to hear the workers' side of the case. It is intended that the employers' viewpoint shall be advanced before the Ministers to-morrow, when both sides will again be present. Mr Forbes had nothing to report from the discussions this evening, merely stating that they would be resumed to-morrow. Coalition Caucus. The Bill was freely discussed at a combined caucus earlier in the day, when the Prime Minister presided over a body of members who by no means agreed that the measure in its present form is the most desirable method of handling the problem of the Court. While agreeing that the restrictions press heavily on industry, many members are different about accepting the clause which empowers the Government to exempt a specific industry by Order-in-Council, and the provision insisting on unanimity before an appeal can be made to the Court. Although Mr Forbes declared that the caucus was quite happy, individual members make little secret of their disapproval of what they believe is the virtual destruction of the Court. Mr Forbes, on the other hand, is clearly disinclined to make major alterations. He says he will accept reasonable amendments, but reiterates the determination of the Government to pass legislation introducing compulsory conciliation and voluntary arbitration. OPINION OF MASTER BUILDERS. —— PRINCIPLE OF ARBITRATION. Although no action was taken, members of the Canterbury Builders' Association expressed the opinion last night, when discussing a communication on the subject from the Arbitration Amendment Bill, that the principle of arbitration in the settlement of industrial disputes should not be interfered with. The president (Mr H. C. Jamieson) said that employers throughout the Dominion did not wish to depart from the existing methods of arbitration. Mr W. H. Winsor said that there must be some final arbiter, otherwise there would be long drawn out controversial proceedings. It seemed that the Conciliation Council was not the proper term. An "Industrial Settlement Court" would be better. The term "compulsory conciliation" was contradictory. "We builders should not lose sight of the value of the principle of arbitration," added Mr Winsor. Mr Jamieson said that there would have to be drastic alterations in the Bill before it was passed. Mr E. Simpson: What about another little commission? EXCHANGE PROBLEM. —— REFERENCE IN THE HOUSE. [FROM OUR PARLIAMENTARY REPORTER.] WELLINGTON, March 8. The attitude of the non-farming section of the community toward the exchange problem was defined by Mr R. A. Wright (C., Wellington Suburbs) in the House of Representatives this evening, when he mentioned particularly the question of wheat duties. Mr Wright said Mr J. Bitchener (C., Waitaki), the farmers' representative who had supported Mr Atherton (C., Waitaki) in the farmers' demands, had claimed that farmers were suffering because of the pegged exchange, and that it should be allowed to run free, but he (Mr Wright) recalled a speech made by the farmers who had made last session in connexion with the wheat duties. On that occasion the position was the reverse and duties were put on wheat and people in the cities and towns were made to pay the increased duties on wheat. In the case of the wheat growers the argument was that the farmers should get protection. "The member for Waitaki can't have it both ways," said Mr Wright. "If it isn't one thing it's the other. He wants to be a case of protection for the farmer when it helps him and free trade when it suits him. It is 'heads I win, tails you lose.'" Mr Bitchener: What about the business people? Mr Wright: Farmers are being misled. It is said if there were a free exchange he would get more for his cheese, butter, meat, and so forth, and yet it is admitted by all authorities that if the exchange were allowed to go free to-morrow, it would fall. Mr Bitchener: Why prevent us from putting it there? Mr Wright: To protect the farmers from themselves. I am in favour of the exchange being free as long as it is not artificially raised by the banks or this Parliament. GARDEN LIME. When doing your autumn digging, sprinkle Sinner's Garden Lime. This will keep the soil free and ensure a flow of roots. Price, 10s 6d per cwt or 2s 6d for 6d. For sale to you any time. MASON, STRUTHERS AND CO., LTD., SOLE AGENTS.	[567, 38, 705, 1504]
index-general-page: 5	[130, 445, 134, 455]
column-personal: Personal Items. —— Dr. W. T. Glasgow (New Brighton) left for Dunedin yesterday. He will return after about ten days' holiday. Messrs J. R. McKenzie, W. F. Fox, and A. J. Kemp were among the passengers from the north by the steamer ferry. Messrs W. H. Cooper and G. A. Farrelly, top (Wellington) are staying at Warner's Hotel. Mr H. Jacobson (New York) is staying at the United Service Hotel. Mr W. Calder Mackay is leaving for Auckland to-day to join his son in England, for a business trip to Sydney and Melbourne. A motion of sympathy with Mrs J. Haigh in the death of her husband was passed at last night's meeting of the Canterbury Master Builders' Association. Visitors staying at the New City Hotel include Messrs A. Anderson, R. Wall (Wellington), J. W. Green (Auckland), and S. Stern (Oamaru). Dr. James Hight, Rector of Canterbury College, and chairman of the Committee of Economists, left for Wellington yesterday morning. Sympathy with the relatives of the late Mr H. Pascall was expressed at last night's meeting of the Canterbury Master Builders' Association. Mr R. F. Furness, proprietor of the 'Marlborough Express' arrived in Christchurch last evening from Blenheim to attend this week's meeting of the South Island Motor Union. Mr R. H. Andrews, one of the City Council's representatives on the Christchurch Fire Board, was congratulated last night upon his re-election as chairman of the Board at the last meeting. In the House of Representatives yesterday, Mr W. J. Savage, Labour (Auckland West), moved the adjournment of the House. Messrs H. G. Miller, G. R. Gough, L. W. Harris, L. D. Pinkney, and A. Moore (Wellington), J. Ogle and J. W. Watson (Auckland) are staying at the Clarendon Hotel. Reference to the death of Mr W. J. Blake, a vice-president of the club, and Mr D. Henry, was made at the annual meeting of the Sunnyside Albion Football Club, members standing in silence. At the weekly practice of the Christchurch Liedertafel last night the following motion was passed:—'That the Society deplores the death of Mr E. D. Lund, and conveys a vote of sympathy to his widow and family.' The choir then sang 'The Long Day Closes.' A resolution of sympathy with the relatives of the late Rev. G. H. Pugh who was a padre on active service during the war, was passed at last night's meeting of the committee of the Christchurch Returned Soldiers' Association. Mr D. Rogers, of Sydney, a past president of the Builders' Federation who was a National candidate at the last New South Wales elections, was a visitor to last night's meeting of the Canterbury Master Builders' Association. The Management Committee of the Canterbury Cricket Association decided last evening to send a letter of congratulation to Mr H. Page on the honour he had received in being appointed to the captaincy of the New Zealand cricket team in the recent Test matches against South Africa. Mr J. W. Graham was congratulated at last night's meeting of the Canterbury Master Builders' Association upon his election to the presidency of the New Zealand Builders' Federation, Mr T. Hobson, a member of Mr Graham's father, Mr F. Graham, was the first president of the Association in 1898. The Hon. J. P. Jones, M.L.C. leaves for Picton, Nelson, and Hawke's Bay, where in 1892 presented in Victoria, arrived by the Aorangi on an unofficial visit. It is the personal interest in New Zealand's timber, and unemployment relief work. Wellington's municipal milk supply, farm which he intends to recommend to Press Association. NATIONAL FINANCE. —— RECONSTRUCTION PLAN. [FROM OUR PARLIAMENTARY REPORTER.] WELLINGTON, March 8. In addition to budgeting for a deficit of approximately £9,000,000 in the financial year, the Government is understood to be giving more than casual attention to a suggestion made by the committee of economists that the national finances be adjusted on a systematic plan extending over several years. The remarks of the committee in recommending the financing of the deficits with Treasury bills are understood, form the basis of Cabinet's operations in looking to the next financial year when the gap likely is filled in the vicinity of £10,000,000. With the taxable capacity so almost reached, it is not thought possible to expect a surplus, and the Government has therefore made up its mind to prepare for a deficit next year, but one in the year following, and to finance the deficits from Treasury bills or some form of internal loan. The plan of financial reconstruction will more than likely follow the lines of the Copland plan in Australia, the essential modifications to suit New Zealand conditions. TO CORRESPONDENTS. 1. Letters sent to the Editor for printing must be written on one side of the paper only, and must be signed, and must send in their names and addresses in full, whether they wish them to be printed or not. 2. Writers must say clearly whether or not their letters are being, or have been, sent to other papers.	[983, 44, 1109, 1581]
professor-copland-body	[710, 1500, 837, 1660]
press-box	[5, 962, 134, 1120]
kincaids-price-value: From 10d per lb	[91, 796, 134, 804]
fynnon-proof: Proved by years of success.	[30, 1483, 109, 1492]
article-paragraph: In addition to budgeting for a deficit of approximately £9,000,000 in the financial year, the Government is understood to be giving more than casual attention to a suggestion made by the committee of economists that the national finances be adjusted on a systematic plan extending over several years. The remarks of the committee in recommending the financing of the deficits with Treasury bills are understood, form the basis of Cabinet's operations in looking to the next financial year when the gap likely is filled in the vicinity of £10,000,000. With the taxable capacity so almost reached, it is not thought possible to expect a surplus, and the Government has therefore made up its mind to prepare for a deficit next year, but one in the year following, and to finance the deficits from Treasury bills or some form of internal loan. The plan of financial reconstruction will more than likely follow the lines of the Copland plan in Australia, the essential modifications to suit New Zealand conditions.	[983, 1207, 1109, 1466]
screened-coal-subtitle-2: STATE MINES WORKING SHORT TIME.	[717, 761, 830, 783]
kincaids-price-value: 2/- tin	[118, 903, 134, 911]
subscription-column	[113, 1346, 133, 1365]
news-paragraph: With the object of raising money for the Mayor's Relief Fund, another community dancing evening was held at Cranmer square yesterday. There was a large crowd present, and many danced to music supplied by the Woolston Band. Miss G. Ferguson was in charge of the dancing, a popular feature of the programme. Although the results of the collection will not be available until this morning, it is anticipated that the fund will benefit greatly.	[288, 816, 417, 931]
personal-item: The Hon. J. P. Jones, M.L.C. leaves for Picton, Nelson, and Hawke's Bay, where in 1892 presented in Victoria, arrived by the Aorangi on an unofficial visit. It is the personal interest in New Zealand's timber, and unemployment relief work. Wellington's municipal milk supply, farm which he intends to recommend to Press Association.	[983, 1028, 1109, 1115]
subscription-title: SUBSCRIPTION RATES.	[16, 1325, 123, 1336]
professor-copland-subtitle: A SERIOUS ILLNESS.	[726, 1462, 821, 1473]
index-general-row	[5, 408, 134, 417]
